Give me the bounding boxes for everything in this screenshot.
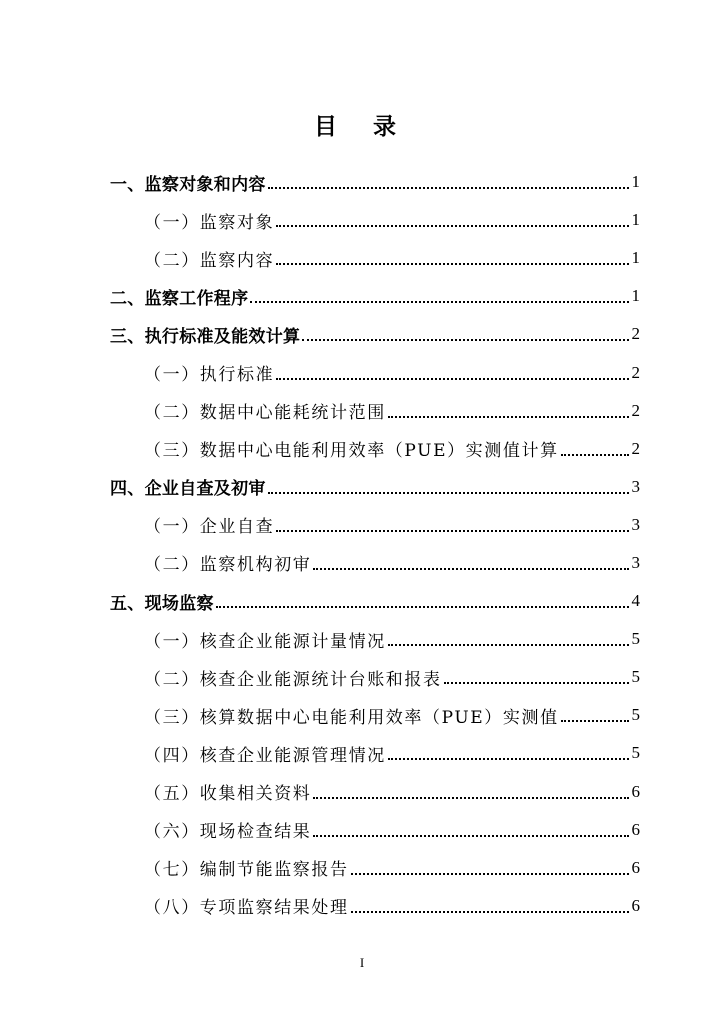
toc-entry[interactable] bbox=[110, 696, 640, 734]
toc-page-number: 4 bbox=[631, 591, 640, 611]
dot-leader bbox=[216, 606, 629, 608]
dot-leader bbox=[351, 873, 629, 875]
dot-leader bbox=[268, 492, 629, 494]
toc-page-number: 3 bbox=[631, 476, 640, 496]
toc-entry-text: （三）数据中心电能利用效率（PUE）实测值计算 bbox=[144, 441, 559, 462]
toc-page-number: 3 bbox=[631, 552, 640, 572]
toc-entry[interactable] bbox=[110, 620, 640, 658]
dot-leader bbox=[313, 568, 629, 570]
dot-leader bbox=[313, 797, 629, 799]
toc-entry[interactable] bbox=[110, 201, 640, 239]
toc-entry[interactable] bbox=[110, 353, 640, 391]
toc-entry-text: 一、监察对象和内容 bbox=[110, 174, 266, 195]
toc-entry[interactable] bbox=[110, 277, 640, 315]
toc-entry-text: （一）监察对象 bbox=[144, 212, 275, 233]
toc-entry-text: （三）核算数据中心电能利用效率（PUE）实测值 bbox=[144, 707, 559, 728]
toc-entry-text: 五、现场监察 bbox=[110, 593, 214, 614]
toc-entry[interactable] bbox=[110, 544, 640, 582]
toc-entry[interactable] bbox=[110, 315, 640, 353]
toc-entry-text: 四、企业自查及初审 bbox=[110, 479, 266, 500]
toc-entry[interactable] bbox=[110, 887, 640, 925]
toc-page-number: 5 bbox=[631, 667, 640, 687]
toc-page-number: 6 bbox=[631, 781, 640, 801]
toc-entry[interactable] bbox=[110, 430, 640, 468]
toc-entry[interactable] bbox=[110, 849, 640, 887]
toc-entry[interactable] bbox=[110, 468, 640, 506]
toc-entry-text: （四）核查企业能源管理情况 bbox=[144, 745, 386, 766]
toc-entry-text: （二）核查企业能源统计台账和报表 bbox=[144, 669, 442, 690]
toc-entry-text: （一）核查企业能源计量情况 bbox=[144, 631, 386, 652]
toc-page-number: 5 bbox=[631, 629, 640, 649]
toc-page-number: 6 bbox=[631, 819, 640, 839]
dot-leader bbox=[388, 416, 629, 418]
toc-page-number: 6 bbox=[631, 895, 640, 915]
toc-entry-text: （七）编制节能监察报告 bbox=[144, 860, 349, 881]
dot-leader bbox=[561, 454, 629, 456]
toc-entry[interactable] bbox=[110, 163, 640, 201]
toc-entry[interactable] bbox=[110, 811, 640, 849]
toc-page-number: 2 bbox=[631, 362, 640, 382]
toc-page-number: 3 bbox=[631, 514, 640, 534]
dot-leader bbox=[276, 263, 629, 265]
toc-entry-text: （六）现场检查结果 bbox=[144, 822, 312, 843]
toc-entry-text: （五）收集相关资料 bbox=[144, 784, 312, 805]
toc-entry[interactable] bbox=[110, 773, 640, 811]
dot-leader bbox=[313, 835, 629, 837]
toc-entry[interactable] bbox=[110, 239, 640, 277]
toc-page-number: 1 bbox=[631, 248, 640, 268]
toc-entry-text: （二）监察内容 bbox=[144, 250, 275, 271]
dot-leader bbox=[561, 720, 629, 722]
dot-leader bbox=[444, 682, 629, 684]
toc-entry-text: （一）执行标准 bbox=[144, 365, 275, 386]
dot-leader bbox=[268, 187, 629, 189]
toc-entry-text: 三、执行标准及能效计算 bbox=[110, 326, 301, 347]
toc-page-number: 2 bbox=[631, 324, 640, 344]
toc-page-number: 6 bbox=[631, 857, 640, 877]
dot-leader bbox=[388, 758, 629, 760]
toc-entry-text: （二）监察机构初审 bbox=[144, 555, 312, 576]
dot-leader bbox=[351, 911, 629, 913]
dot-leader bbox=[302, 339, 629, 341]
dot-leader bbox=[276, 378, 629, 380]
toc-page-number: 5 bbox=[631, 705, 640, 725]
toc-entry-text: 二、监察工作程序 bbox=[110, 288, 249, 309]
toc-page-number: 2 bbox=[631, 400, 640, 420]
toc-entry[interactable] bbox=[110, 582, 640, 620]
dot-leader bbox=[250, 301, 629, 303]
toc-page-number: 1 bbox=[631, 286, 640, 306]
page-footer-number: I bbox=[359, 955, 365, 970]
toc-entry-text: （一）企业自查 bbox=[144, 517, 275, 538]
toc-page-number: 1 bbox=[631, 172, 640, 192]
toc-page-number: 1 bbox=[631, 210, 640, 230]
toc-entry[interactable] bbox=[110, 506, 640, 544]
toc-entry[interactable] bbox=[110, 658, 640, 696]
toc-entry-text: （八）专项监察结果处理 bbox=[144, 898, 349, 919]
toc-entry[interactable] bbox=[110, 392, 640, 430]
toc-page-number: 2 bbox=[631, 438, 640, 458]
dot-leader bbox=[276, 225, 629, 227]
table-of-contents bbox=[110, 163, 640, 925]
toc-entry-text: （二）数据中心能耗统计范围 bbox=[144, 403, 386, 424]
toc-entry[interactable] bbox=[110, 734, 640, 772]
toc-title: 目 录 bbox=[313, 114, 410, 140]
toc-page-number: 5 bbox=[631, 743, 640, 763]
dot-leader bbox=[276, 530, 629, 532]
dot-leader bbox=[388, 644, 629, 646]
